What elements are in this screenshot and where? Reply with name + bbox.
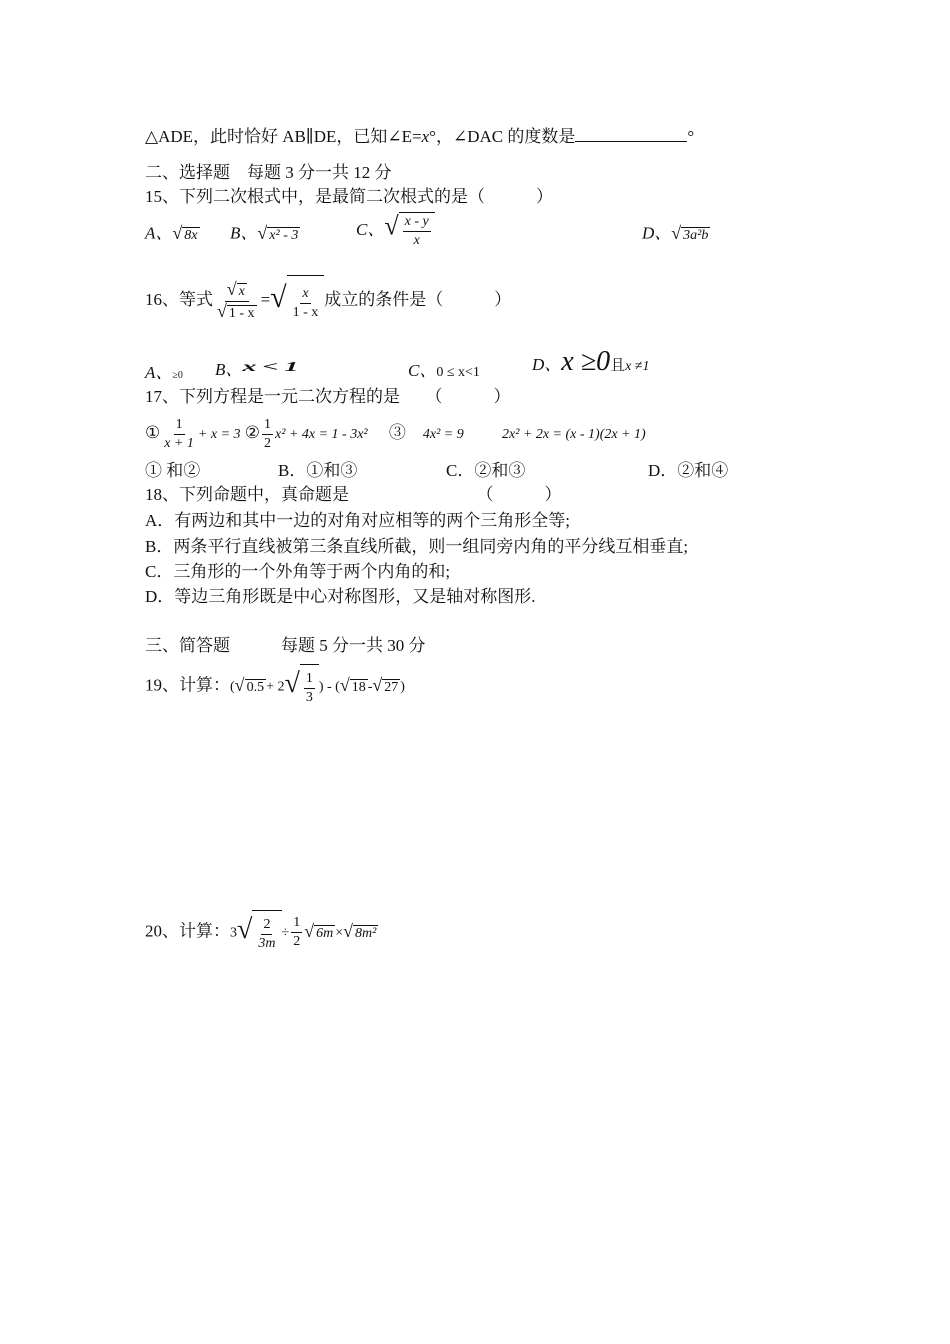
- sqrt-symbol: √ $\frac{x - y}{x}$: [384, 212, 434, 250]
- sqrt-symbol: √ x² - 3: [257, 223, 299, 243]
- section2-heading: 二、选择题 每题 3 分一共 12 分: [145, 163, 392, 182]
- q16-option-b[interactable]: B、x<1: [215, 359, 305, 379]
- q18-option-c[interactable]: C．三角形的一个外角等于两个内角的和;: [145, 562, 451, 581]
- q16-stem: 16、等式 $\frac{√ x}{√ 1 - x}$ =√ $\frac{x}{1 - x}$ 成立的条件是（ ）: [145, 270, 511, 326]
- q16-option-c[interactable]: C、0 ≤ x<1: [408, 361, 480, 380]
- q17-option-c[interactable]: C．②和③: [446, 461, 526, 480]
- q15-option-a[interactable]: A、√ 8x: [145, 222, 200, 247]
- q19: 19、计算：(√ 0.5 + 2√ $\frac{1}{3}$ ) - (√ 18 -√ 27 ): [145, 660, 405, 708]
- q17-option-a[interactable]: ① 和②: [145, 461, 201, 480]
- q20: 20、计算：3√ $\frac{2}{3m}$ ÷ $\frac{1}{2}$ √ 6m ×√ 8m²: [145, 906, 378, 954]
- q17-option-d[interactable]: D．②和④: [648, 461, 729, 480]
- sqrt-symbol: √ 3a²b: [671, 223, 709, 243]
- q15-stem: 15、下列二次根式中，是最简二次根式的是（ ）: [145, 187, 553, 206]
- q15-option-b[interactable]: B、√ x² - 3: [230, 222, 300, 247]
- q17-stem: 17、下列方程是一元二次方程的是 （ ）: [145, 387, 511, 406]
- q15-option-c[interactable]: C、√ $\frac{x - y}{x}$: [356, 212, 435, 250]
- q18-option-d[interactable]: D．等边三角形既是中心对称图形，又是轴对称图形.: [145, 587, 536, 606]
- q17-equations: ① $\frac{1}{x + 1}$ + x = 3 ② $\frac{1}{2}$ x² + 4x = 1 - 3x² ③ 4x² = 9 2x² + 2x = (x - 1)(2x + 1): [145, 416, 646, 451]
- answer-blank[interactable]: [575, 127, 687, 142]
- q18-option-b[interactable]: B．两条平行直线被第三条直线所截，则一组同旁内角的平分线互相垂直;: [145, 537, 689, 556]
- q16-option-a[interactable]: A、≥0: [145, 363, 183, 382]
- q18-stem: 18、下列命题中，真命题是 （ ）: [145, 485, 562, 504]
- line-top: △ADE，此时恰好 AB∥DE，已知∠E=x°，∠DAC 的度数是 °: [145, 127, 695, 146]
- sqrt-symbol: √ 8x: [172, 223, 198, 243]
- q18-option-a[interactable]: A．有两边和其中一边的对角对应相等的两个三角形全等;: [145, 511, 570, 530]
- q17-option-b[interactable]: B．①和③: [278, 461, 358, 480]
- section3-heading: 三、简答题 每题 5 分一共 30 分: [145, 636, 426, 655]
- q15-option-d[interactable]: D、√ 3a²b: [642, 222, 710, 247]
- q16-option-d[interactable]: D、x ≥0且x ≠1: [532, 346, 650, 377]
